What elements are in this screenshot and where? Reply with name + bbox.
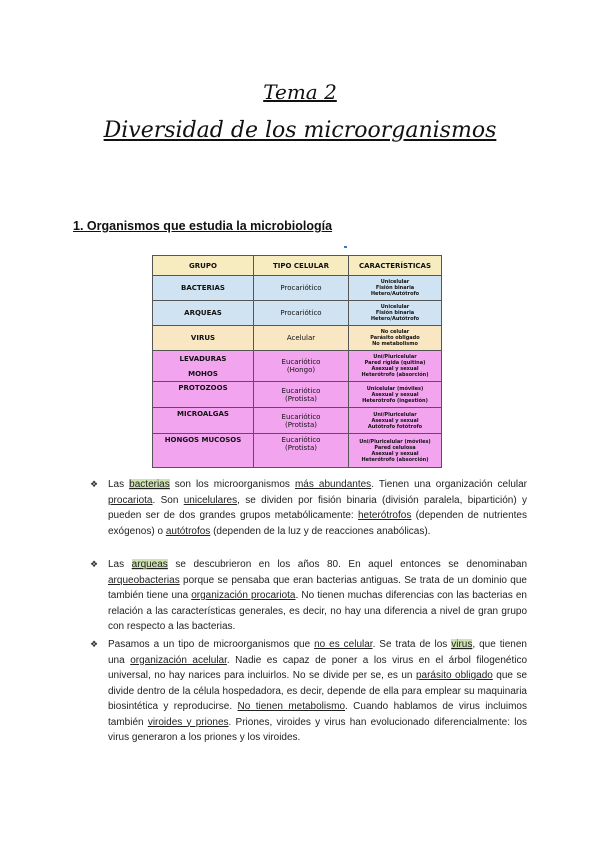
table-row [153,276,442,301]
term-arqueobacterias: arqueobacterias [108,574,180,586]
cell-type-primary: Eucariótico [281,436,321,444]
characteristic-line: Uni/Pluricelular (móviles) [359,438,431,445]
cell-type-cell: Acelular [254,326,349,351]
characteristic-line: Pared rígida (quitina) [364,360,426,366]
cell-type-primary: Eucariótico [281,412,321,421]
table-row [153,326,442,351]
group-cell [153,351,254,382]
cell-type-cell: Procariótico [254,301,349,326]
term-unicelulares: unicelulares [183,494,238,506]
characteristics-cell [349,276,442,301]
section-heading: 1. Organismos que estudia la microbiología [73,219,333,233]
cell-type-cell [254,408,349,434]
cell-type-secondary: (Protista) [285,444,317,452]
characteristic-line: Hetero/Autótrofo [370,316,420,322]
cell-type-primary: Eucariótico [281,386,321,395]
paragraph-text: Las arqueas se descubrieron en los años 80. En aquel entonces se denominaban arqueobacterias porque se pensaba que eran bacterias antiguas. Se trata de un dominio que también tiene una organización procariota. No tienen muchas diferencias con las bacterias en relación a las características generales, es decir, no hay una diferencia a nivel de gran grupo con respecto a las bacterias. [108,559,527,632]
characteristics-cell [349,301,442,326]
characteristic-line: Uni/Pluricelular [373,411,417,418]
characteristic-line: Pared celulosa [374,444,416,451]
table-row [153,301,442,326]
page-subtitle: Diversidad de los microorganismos [103,118,497,143]
paragraph-virus [90,637,528,746]
decorative-mark [344,246,347,248]
table-row [153,351,442,382]
characteristics-cell [349,434,442,468]
characteristics-cell [349,408,442,434]
term-organizacion-acelular: organización acelular [130,654,227,666]
header-characteristics: CARACTERÍSTICAS [349,256,442,276]
group-cell: PROTOZOOS [153,382,254,408]
characteristic-line: No celular [380,329,410,335]
paragraph-arqueas [90,557,527,635]
bullet-icon: ❖ [90,559,99,569]
group-cell: HONGOS MUCOSOS [153,434,254,468]
group-name-secondary: MOHOS [188,369,218,378]
term-no-es-celular: no es celular [314,639,373,650]
header-cell-type: TIPO CELULAR [254,256,349,276]
group-cell: BACTERIAS [153,276,254,301]
cell-type-cell: Procariótico [254,276,349,301]
bullet-icon: ❖ [90,479,99,489]
group-name-primary: LEVADURAS [179,354,227,363]
table-row [153,434,442,468]
characteristic-line: Asexual y sexual [371,417,419,424]
characteristic-line: Unicelular [380,279,410,285]
characteristic-line: Uni/Pluricelular [373,354,417,360]
cell-type-secondary: (Protista) [285,394,317,403]
cell-type-secondary: (Hongo) [286,366,316,374]
characteristic-line: Heterótrofo (absorción) [361,372,429,378]
term-viroides-y-priones: viroides y priones [147,716,229,728]
characteristic-line: Fisión binaria [375,285,415,291]
cell-type-cell [254,434,349,468]
term-no-tienen-metabolismo: No tienen metabolismo [237,701,346,712]
table-row [153,382,442,408]
characteristic-line: Unicelular (móviles) [366,385,424,392]
cell-type-primary: Eucariótico [281,358,321,366]
characteristic-line: Fisión binaria [375,310,415,316]
table-header-row [153,256,442,276]
group-cell: MICROALGAS [153,408,254,434]
characteristic-line: No metabolismo [372,341,418,347]
microorganisms-table [152,255,442,468]
characteristic-line: Parásito obligado [370,335,420,341]
characteristic-line: Hetero/Autótrofo [370,291,420,297]
paragraph-text: Las bacterias son los microorganismos más abundantes. Tienen una organización celular procariota. Son unicelulares, se dividen por fisión binaria (división paralela, bipartición) y pueden ser de dos grandes grupos metabólicamente: heterótrofos (dependen de nutrientes exógenos) o autótrofos (dependen de la luz y de reacciones anabólicas). [108,479,528,537]
characteristic-line: Asexual y sexual [371,391,419,398]
term-arqueas: arqueas [131,559,168,570]
characteristic-line: Heterótrofo (ingestión) [362,397,428,404]
characteristic-line: Unicelular [380,304,410,310]
paragraph-bacterias [90,477,528,539]
characteristic-line: Autótrofo fotótrofo [367,423,423,430]
table-row [153,408,442,434]
characteristic-line: Asexual y sexual [371,366,419,372]
term-bacterias: bacterias [129,479,170,490]
term-heterotrofos: heterótrofos [357,510,412,521]
paragraph-text: Pasamos a un tipo de microorganismos que no es celular. Se trata de los virus, que tienen una organización acelular. Nadie es capaz de poner a los virus en el árbol filogenético universal, no hay narices para incluirlos. No se divide per se, es un parásito obligado que se divide dentro de la célula hospedadora, es decir, depende de ella para emplear su maquinaria biosintética y reproducirse. No tienen metabolismo. Cuando hablamos de virus incluimos también viroides y priones. Priones, viroides y virus han evolucionado diferencialmente: los virus generaron a los priones y los viroides. [108,639,528,743]
bullet-icon: ❖ [90,639,99,649]
term-organizacion-procariota: organización procariota [191,590,296,601]
term-autotrofos: autótrofos [165,525,211,537]
page-title: Tema 2 [263,80,337,104]
group-cell: ARQUEAS [153,301,254,326]
term-virus: virus [451,639,473,650]
characteristic-line: Heterótrofo (absorción) [361,456,429,463]
cell-type-cell [254,382,349,408]
characteristic-line: Asexual y sexual [371,450,419,457]
group-cell: VIRUS [153,326,254,351]
cell-type-secondary: (Protista) [285,420,317,429]
cell-type-cell [254,351,349,382]
term-procariota: procariota [108,494,153,506]
term-parasito-obligado: parásito obligado [415,670,493,681]
characteristics-cell [349,382,442,408]
term-mas-abundantes: más abundantes [294,479,372,490]
characteristics-cell [349,326,442,351]
header-group: GRUPO [153,256,254,276]
characteristics-cell [349,351,442,382]
